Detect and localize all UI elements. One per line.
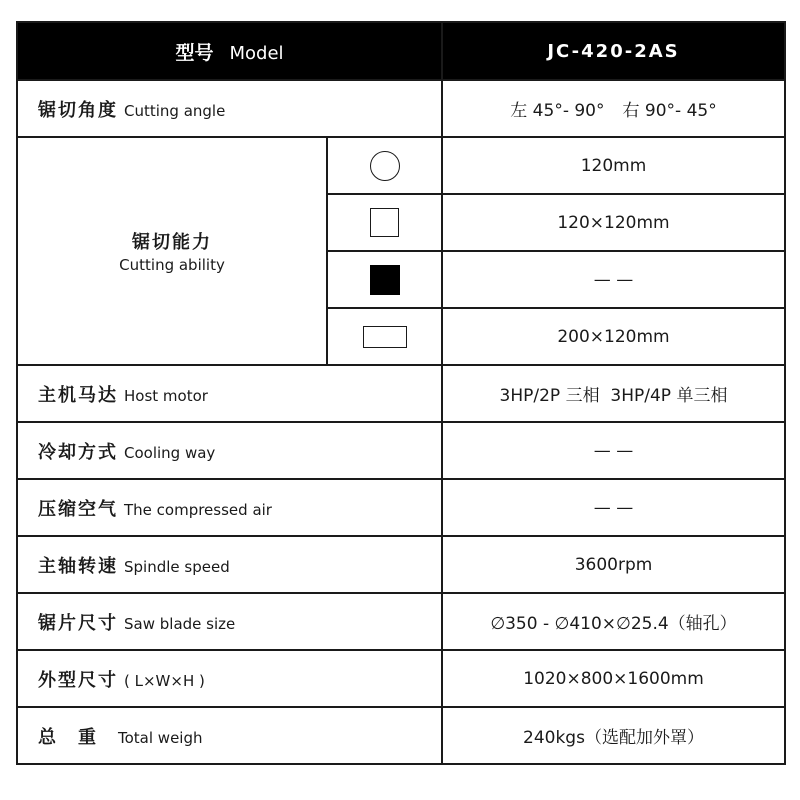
row-cutting-ability-1 [17,137,785,194]
spec-table [16,21,786,765]
cutting-ability-value-square: 120×120mm [442,194,785,251]
cutting-angle-value [442,80,785,137]
cutting-angle-left: 左 45°- 90° [510,101,605,121]
cooling-way-label-en: Cooling way [124,443,216,462]
header-row [17,22,785,80]
outline-size-label-zh: 外型尺寸 [38,669,118,691]
cutting-ability-icon-cell [327,308,442,365]
cutting-ability-value-round: 120mm [442,137,785,194]
cooling-way-value: — — [442,422,785,479]
compressed-air-label [17,479,442,536]
total-weigh-label-zh: 总 重 [38,726,98,748]
total-weigh-label [17,707,442,764]
cutting-ability-icon-cell [327,137,442,194]
spindle-speed-value: 3600rpm [442,536,785,593]
cutting-ability-icon-cell [327,251,442,308]
row-outline-size [17,650,785,707]
cooling-way-label [17,422,442,479]
rectangular-stock-icon [363,326,407,348]
compressed-air-label-zh: 压缩空气 [38,498,118,520]
host-motor-label [17,365,442,422]
saw-blade-size-value: ∅350 - ∅410×∅25.4（轴孔） [442,593,785,650]
host-motor-value-b: 3HP/4P 单三相 [610,386,728,406]
host-motor-value [442,365,785,422]
cutting-angle-label-en: Cutting angle [124,101,226,120]
cooling-way-label-zh: 冷却方式 [38,441,118,463]
host-motor-value-a: 3HP/2P 三相 [499,386,600,406]
cutting-ability-label-zh: 锯切能力 [132,232,212,253]
saw-blade-size-label [17,593,442,650]
square-stock-icon [370,208,399,237]
header-label-cell [17,22,442,80]
cutting-angle-label-zh: 锯切角度 [38,99,118,121]
solid-square-stock-icon [370,265,400,295]
host-motor-label-en: Host motor [124,386,208,405]
row-spindle-speed [17,536,785,593]
row-cutting-angle [17,80,785,137]
cutting-ability-label [17,137,327,365]
host-motor-label-zh: 主机马达 [38,384,118,406]
total-weigh-label-en: Total weigh [118,728,203,747]
spindle-speed-label-zh: 主轴转速 [38,555,118,577]
row-saw-blade-size [17,593,785,650]
header-label-zh: 型号 [175,41,214,64]
spindle-speed-label [17,536,442,593]
row-cooling-way [17,422,785,479]
outline-size-label-en: ( L×W×H ) [124,671,205,690]
cutting-angle-right: 右 90°- 45° [622,101,717,121]
model-number: JC-420-2AS [442,22,785,80]
saw-blade-size-label-en: Saw blade size [124,614,236,633]
row-host-motor [17,365,785,422]
row-total-weigh [17,707,785,764]
spindle-speed-label-en: Spindle speed [124,557,230,576]
cutting-ability-icon-cell [327,194,442,251]
cutting-ability-label-en: Cutting ability [119,256,225,274]
compressed-air-label-en: The compressed air [124,500,272,519]
saw-blade-size-label-zh: 锯片尺寸 [38,612,118,634]
header-label-en: Model [229,42,284,64]
cutting-angle-label [17,80,442,137]
row-compressed-air [17,479,785,536]
outline-size-value: 1020×800×1600mm [442,650,785,707]
round-stock-icon [370,151,400,181]
header-label [175,42,283,64]
compressed-air-value: — — [442,479,785,536]
outline-size-label [17,650,442,707]
total-weigh-value: 240kgs（选配加外罩） [442,707,785,764]
cutting-ability-value-solid: — — [442,251,785,308]
cutting-ability-value-rect: 200×120mm [442,308,785,365]
